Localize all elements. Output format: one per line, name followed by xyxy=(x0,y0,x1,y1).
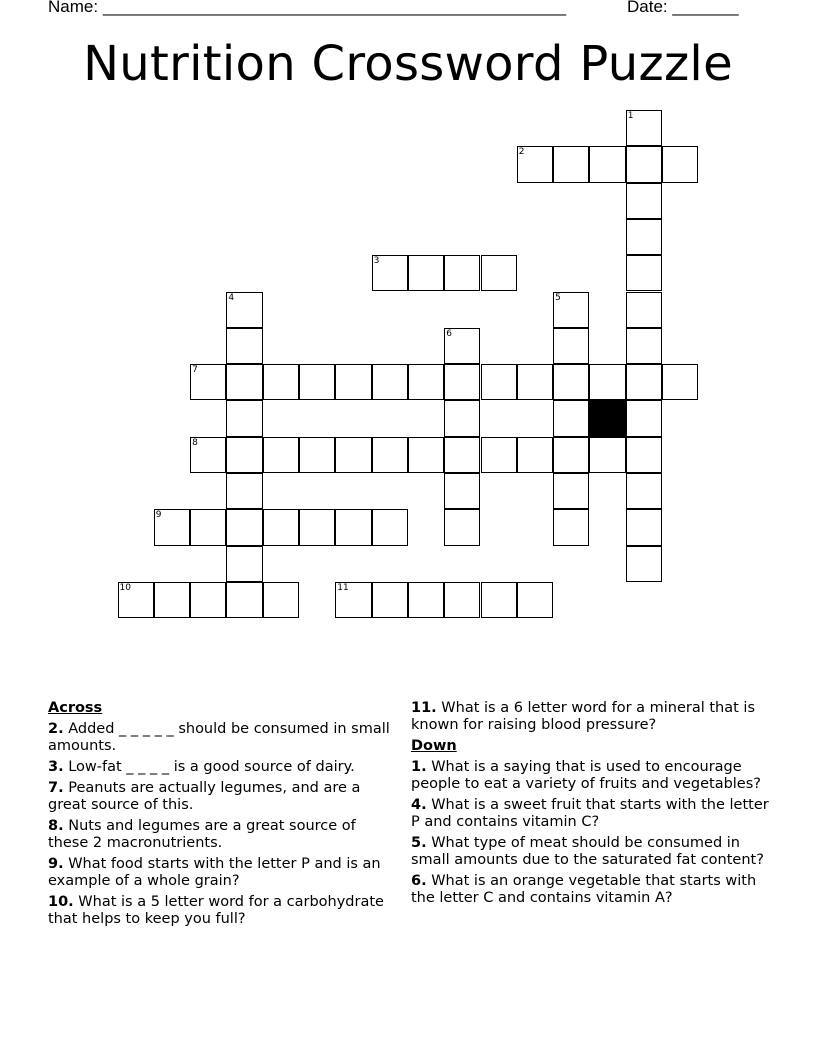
clue-text: Nuts and legumes are a great source of these 2 macronutrients. xyxy=(48,818,356,851)
clue-across xyxy=(48,894,393,928)
cell-number: 2 xyxy=(518,147,525,158)
crossword-cell[interactable] xyxy=(190,437,226,473)
crossword-cell[interactable] xyxy=(372,437,408,473)
crossword-cell[interactable] xyxy=(553,473,589,509)
cell-number: 6 xyxy=(446,328,452,339)
name-label: Name: xyxy=(48,0,99,16)
crossword-cell[interactable] xyxy=(589,364,625,400)
clue-number: 1. xyxy=(411,759,427,775)
clue-number: 4. xyxy=(411,797,427,813)
clue-number: 8. xyxy=(48,818,64,834)
crossword-cell[interactable] xyxy=(553,328,589,364)
crossword-cell[interactable] xyxy=(118,582,154,618)
clue-down xyxy=(411,797,771,831)
crossword-cell[interactable] xyxy=(226,546,262,582)
crossword-cell[interactable] xyxy=(444,364,480,400)
crossword-cell[interactable] xyxy=(626,328,662,364)
crossword-cell[interactable] xyxy=(226,328,262,364)
crossword-cell[interactable] xyxy=(517,437,553,473)
clue-across xyxy=(48,759,393,776)
clue-text: What food starts with the letter P and is an example of a whole grain? xyxy=(48,856,381,889)
cell-number: 1 xyxy=(627,111,634,121)
crossword-cell[interactable] xyxy=(444,328,480,364)
clue-text: What is an orange vegetable that starts with the letter C and contains vitamin A? xyxy=(411,873,757,906)
crossword-cell[interactable] xyxy=(553,437,589,473)
clue-text: What type of meat should be consumed in small amounts due to the saturated fat content? xyxy=(411,835,764,868)
crossword-cell[interactable] xyxy=(662,364,698,400)
clue-across xyxy=(411,700,771,734)
clue-text: What is a 6 letter word for a mineral that is known for raising blood pressure? xyxy=(411,700,756,733)
crossword-cell[interactable] xyxy=(263,364,299,400)
clue-down xyxy=(411,759,771,793)
crossword-cell[interactable] xyxy=(372,255,408,291)
crossword-cell[interactable] xyxy=(553,509,589,545)
crossword-cell[interactable] xyxy=(626,546,662,582)
crossword-cell[interactable] xyxy=(444,400,480,436)
crossword-cell[interactable] xyxy=(626,183,662,219)
cell-number: 4 xyxy=(228,292,235,303)
clue-text: What is a sweet fruit that starts with the letter P and contains vitamin C? xyxy=(411,797,769,830)
crossword-cell[interactable] xyxy=(372,509,408,545)
name-line[interactable]: _________________________________________________ xyxy=(102,0,567,16)
clue-text: Low-fat _ _ _ _ is a good source of dairy. xyxy=(68,759,355,775)
crossword-cell[interactable] xyxy=(626,364,662,400)
crossword-cell[interactable] xyxy=(226,437,262,473)
crossword-cell[interactable] xyxy=(226,509,262,545)
date-line[interactable]: _______ xyxy=(672,0,739,16)
clue-across xyxy=(48,856,393,890)
clue-number: 11. xyxy=(411,700,437,716)
cell-number: 10 xyxy=(119,582,131,593)
clue-text: What is a saying that is used to encourage people to eat a variety of fruits and vegetables? xyxy=(411,759,761,792)
crossword-cell[interactable] xyxy=(372,364,408,400)
crossword-cell[interactable] xyxy=(299,364,335,400)
crossword-black-cell xyxy=(589,400,625,436)
crossword-cell[interactable] xyxy=(335,509,371,545)
clues-left-column xyxy=(48,700,393,932)
crossword-cell[interactable] xyxy=(299,509,335,545)
date-label: Date: xyxy=(627,0,668,16)
clue-number: 2. xyxy=(48,721,64,737)
crossword-cell[interactable] xyxy=(481,437,517,473)
crossword-cell[interactable] xyxy=(481,582,517,618)
crossword-cell[interactable] xyxy=(263,582,299,618)
crossword-cell[interactable] xyxy=(517,582,553,618)
clue-across xyxy=(48,780,393,814)
cell-number: 3 xyxy=(373,256,380,267)
crossword-cell[interactable] xyxy=(553,364,589,400)
crossword-cell[interactable] xyxy=(481,255,517,291)
crossword-cell[interactable] xyxy=(226,400,262,436)
crossword-cell[interactable] xyxy=(444,255,480,291)
crossword-cell[interactable] xyxy=(226,582,262,618)
crossword-cell[interactable] xyxy=(226,292,262,328)
crossword-cell[interactable] xyxy=(626,110,662,146)
crossword-cell[interactable] xyxy=(481,364,517,400)
cell-number: 11 xyxy=(337,582,349,593)
crossword-cell[interactable] xyxy=(335,364,371,400)
crossword-cell[interactable] xyxy=(626,219,662,255)
crossword-cell[interactable] xyxy=(408,255,444,291)
clue-number: 9. xyxy=(48,856,64,872)
crossword-cell[interactable] xyxy=(626,255,662,291)
down-heading: Down xyxy=(411,738,457,754)
clue-across xyxy=(48,818,393,852)
crossword-cell[interactable] xyxy=(553,146,589,182)
crossword-cell[interactable] xyxy=(335,582,371,618)
crossword-cell[interactable] xyxy=(263,437,299,473)
crossword-cell[interactable] xyxy=(517,364,553,400)
clue-number: 3. xyxy=(48,759,64,775)
clue-text: Peanuts are actually legumes, and are a great source of this. xyxy=(48,780,361,813)
crossword-cell[interactable] xyxy=(589,146,625,182)
crossword-cell[interactable] xyxy=(626,473,662,509)
crossword-cell[interactable] xyxy=(299,437,335,473)
crossword-cell[interactable] xyxy=(444,437,480,473)
crossword-cell[interactable] xyxy=(408,437,444,473)
crossword-cell[interactable] xyxy=(626,400,662,436)
crossword-cell[interactable] xyxy=(226,364,262,400)
cell-number: 9 xyxy=(155,510,162,521)
crossword-cell[interactable] xyxy=(226,473,262,509)
crossword-cell[interactable] xyxy=(408,364,444,400)
crossword-cell[interactable] xyxy=(517,146,553,182)
clue-down xyxy=(411,873,771,907)
crossword-cell[interactable] xyxy=(154,509,190,545)
crossword-cell[interactable] xyxy=(335,437,371,473)
clue-number: 10. xyxy=(48,894,74,910)
crossword-cell[interactable] xyxy=(626,437,662,473)
crossword-cell[interactable] xyxy=(626,292,662,328)
crossword-cell[interactable] xyxy=(444,582,480,618)
crossword-cell[interactable] xyxy=(372,582,408,618)
crossword-cell[interactable] xyxy=(154,582,190,618)
crossword-cell[interactable] xyxy=(626,509,662,545)
cell-number: 5 xyxy=(555,292,561,303)
cell-number: 8 xyxy=(192,437,198,448)
clue-text: Added _ _ _ _ _ should be consumed in small amounts. xyxy=(48,721,390,754)
crossword-cell[interactable] xyxy=(444,509,480,545)
crossword-cell[interactable] xyxy=(190,582,226,618)
clue-across xyxy=(48,721,393,755)
clue-down xyxy=(411,835,771,869)
across-heading: Across xyxy=(48,700,103,716)
crossword-cell[interactable] xyxy=(263,509,299,545)
crossword-cell[interactable] xyxy=(553,400,589,436)
crossword-cell[interactable] xyxy=(626,146,662,182)
page-title: Nutrition Crossword Puzzle xyxy=(83,36,733,92)
crossword-cell[interactable] xyxy=(662,146,698,182)
clue-number: 7. xyxy=(48,780,64,796)
crossword-cell[interactable] xyxy=(408,582,444,618)
crossword-cell[interactable] xyxy=(553,292,589,328)
crossword-cell[interactable] xyxy=(190,364,226,400)
crossword-cell[interactable] xyxy=(444,473,480,509)
crossword-cell[interactable] xyxy=(190,509,226,545)
clue-number: 6. xyxy=(411,873,427,889)
cell-number: 7 xyxy=(192,365,198,376)
crossword-cell[interactable] xyxy=(589,437,625,473)
clue-text: What is a 5 letter word for a carbohydrate that helps to keep you full? xyxy=(48,894,384,927)
clue-number: 5. xyxy=(411,835,427,851)
clues-right-column xyxy=(411,700,771,911)
